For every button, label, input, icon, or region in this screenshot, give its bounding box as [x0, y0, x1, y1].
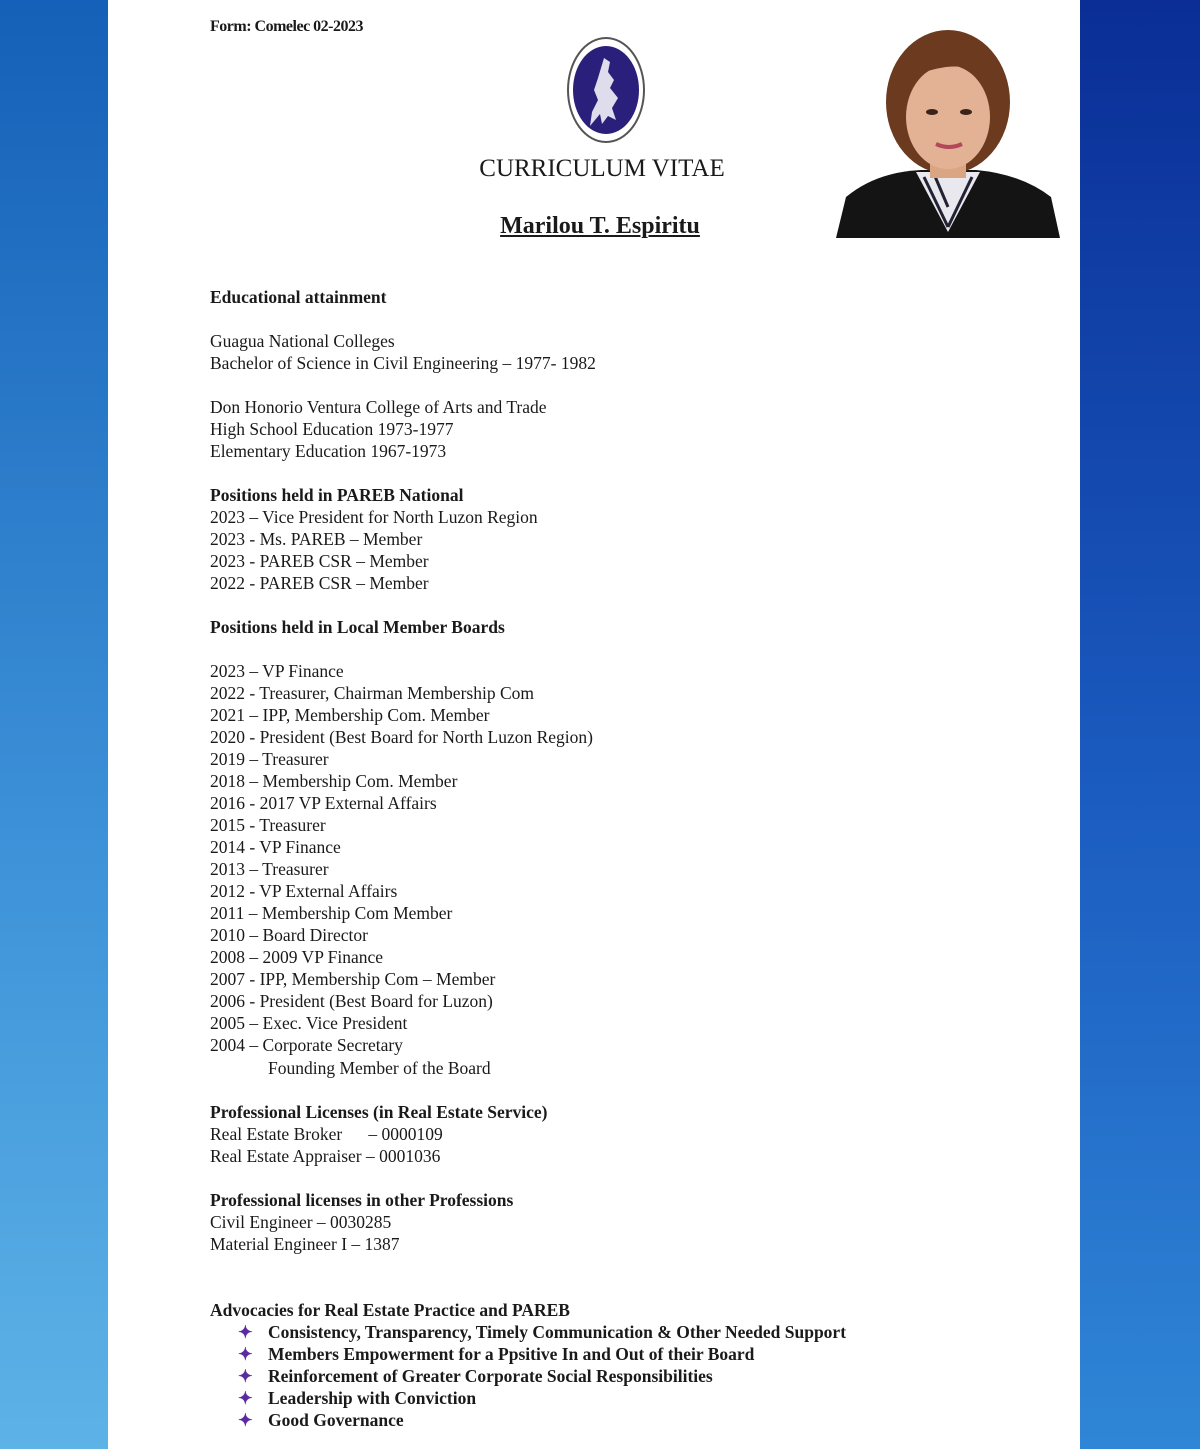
bullet-icon: ✦	[238, 1410, 253, 1430]
candidate-photo	[836, 22, 1060, 238]
national-line: 2023 - PAREB CSR – Member	[210, 551, 429, 571]
local-line: 2010 – Board Director	[210, 925, 368, 945]
advocacy-text: Consistency, Transparency, Timely Communication & Other Needed Support	[268, 1322, 847, 1342]
bullet-icon: ✦	[238, 1344, 253, 1364]
advocacy-text: Reinforcement of Greater Corporate Social Responsibilities	[268, 1366, 713, 1386]
re-license-line: Real Estate Broker – 0000109	[210, 1124, 443, 1144]
local-line: 2019 – Treasurer	[210, 749, 329, 769]
local-line: 2022 - Treasurer, Chairman Membership Com	[210, 683, 534, 703]
local-line: 2013 – Treasurer	[210, 859, 329, 879]
bullet-icon: ✦	[238, 1366, 253, 1386]
local-line-indented: Founding Member of the Board	[268, 1058, 491, 1078]
local-line: 2018 – Membership Com. Member	[210, 771, 458, 791]
candidate-name-text: Marilou T. Espiritu	[500, 213, 700, 239]
local-line: 2023 – VP Finance	[210, 661, 344, 681]
local-line: 2005 – Exec. Vice President	[210, 1013, 408, 1033]
education-line: High School Education 1973-1977	[210, 419, 454, 439]
local-line: 2011 – Membership Com Member	[210, 903, 453, 923]
local-line: 2012 - VP External Affairs	[210, 881, 398, 901]
form-id: Form: Comelec 02-2023	[210, 18, 363, 35]
bullet-icon: ✦	[238, 1388, 253, 1408]
local-line: 2016 - 2017 VP External Affairs	[210, 793, 437, 813]
local-line: 2014 - VP Finance	[210, 837, 341, 857]
education-line: Bachelor of Science in Civil Engineering – 1977- 1982	[210, 353, 596, 373]
advocacy-text: Good Governance	[268, 1410, 404, 1430]
advocacy-item	[238, 1343, 754, 1365]
other-license-line: Civil Engineer – 0030285	[210, 1212, 392, 1232]
education-heading: Educational attainment	[210, 287, 387, 307]
other-licenses-heading: Professional licenses in other Professions	[210, 1190, 514, 1210]
local-line: 2021 – IPP, Membership Com. Member	[210, 705, 490, 725]
education-line: Guagua National Colleges	[210, 331, 395, 351]
advocacy-item	[238, 1387, 476, 1409]
bullet-icon: ✦	[238, 1322, 253, 1342]
re-license-line: Real Estate Appraiser – 0001036	[210, 1146, 441, 1166]
education-line: Elementary Education 1967-1973	[210, 441, 447, 461]
national-line: 2023 – Vice President for North Luzon Region	[210, 507, 538, 527]
advocacy-text: Leadership with Conviction	[268, 1388, 477, 1408]
local-line: 2007 - IPP, Membership Com – Member	[210, 969, 496, 989]
education-line: Don Honorio Ventura College of Arts and Trade	[210, 397, 547, 417]
local-line: 2008 – 2009 VP Finance	[210, 947, 384, 967]
document-title: CURRICULUM VITAE	[479, 155, 725, 182]
advocacy-item	[238, 1365, 713, 1387]
local-line: 2015 - Treasurer	[210, 815, 326, 835]
national-line: 2022 - PAREB CSR – Member	[210, 573, 429, 593]
national-heading: Positions held in PAREB National	[210, 485, 464, 505]
local-line: 2004 – Corporate Secretary	[210, 1035, 403, 1055]
advocacies-heading: Advocacies for Real Estate Practice and PAREB	[210, 1300, 570, 1320]
local-line: 2020 - President (Best Board for North Luzon Region)	[210, 727, 593, 747]
re-licenses-heading: Professional Licenses (in Real Estate Service)	[210, 1102, 548, 1122]
national-line: 2023 - Ms. PAREB – Member	[210, 529, 423, 549]
advocacy-item	[238, 1321, 846, 1343]
other-license-line: Material Engineer I – 1387	[210, 1234, 400, 1254]
local-line: 2006 - President (Best Board for Luzon)	[210, 991, 493, 1011]
pareb-logo	[566, 36, 646, 144]
advocacy-text: Members Empowerment for a Ppsitive In and Out of their Board	[268, 1344, 755, 1364]
local-heading: Positions held in Local Member Boards	[210, 617, 505, 637]
advocacy-item	[238, 1409, 404, 1431]
